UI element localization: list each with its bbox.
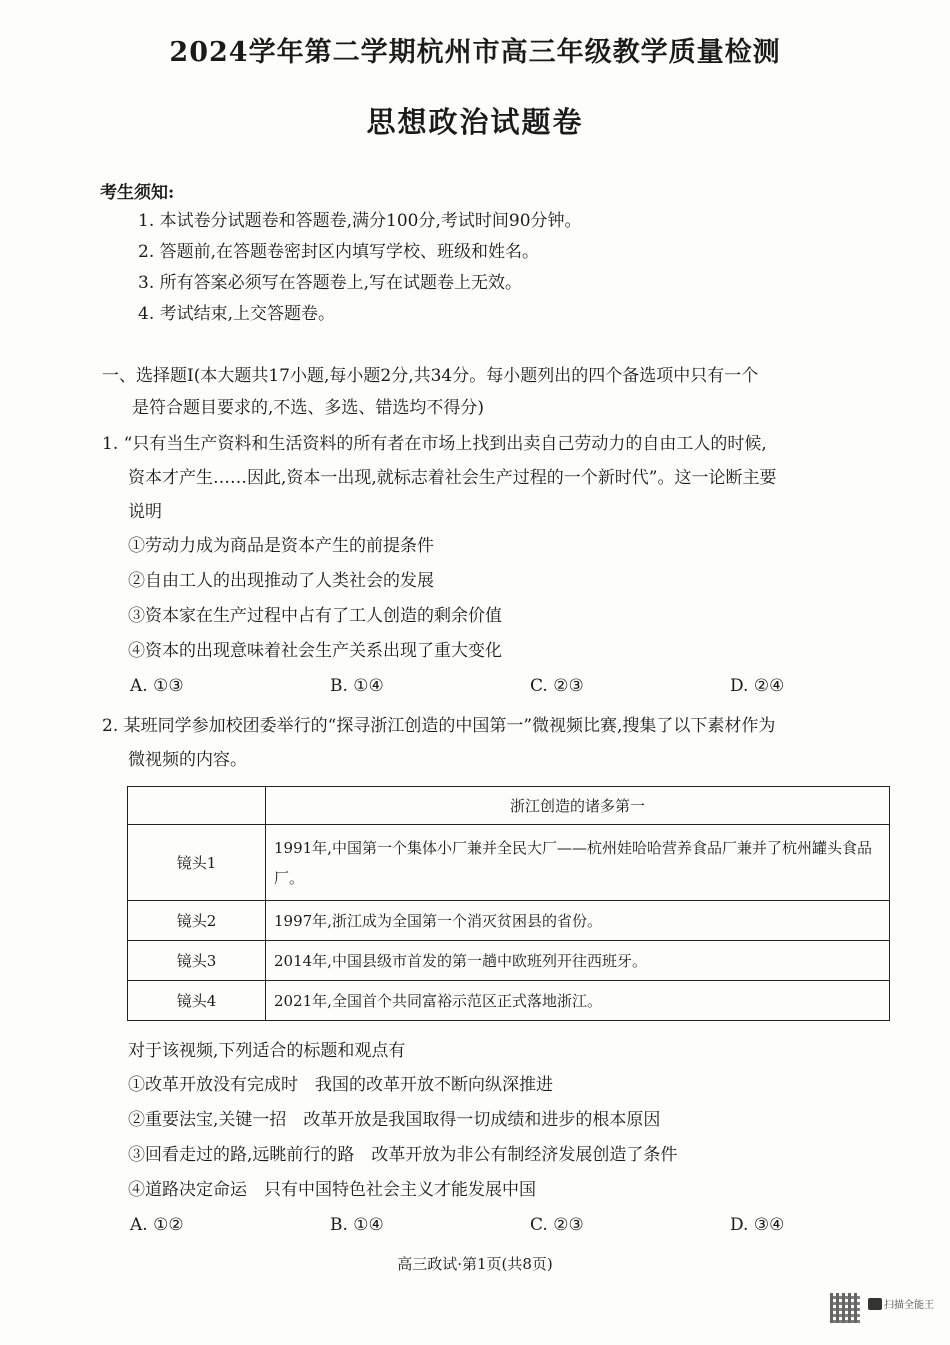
table-header: 浙江创造的诸多第一 [266,787,890,825]
notice-heading: 考生须知: [100,183,175,203]
notice-item: 3. 所有答案必须写在答题卷上,写在试题卷上无效。 [138,273,523,293]
choice-b: B. ①④ [330,676,384,696]
statement: ②重要法宝,关键一招 改革开放是我国取得一切成绩和进步的根本原因 [128,1110,661,1130]
page-footer: 高三政试·第1页(共8页) [397,1255,553,1273]
statement: ①改革开放没有完成时 我国的改革开放不断向纵深推进 [128,1075,553,1095]
scanner-watermark: 扫描全能王 [884,1300,934,1311]
shot-text: 1997年,浙江成为全国第一个消灭贫困县的省份。 [266,901,890,941]
question-2-prompt: 对于该视频,下列适合的标题和观点有 [128,1041,406,1061]
question-2 [102,709,902,777]
statement: ③资本家在生产过程中占有了工人创造的剩余价值 [128,606,502,626]
choice-c: C. ②③ [530,676,584,696]
choice-a: A. ①② [130,1215,184,1235]
shot-text: 2014年,中国县级市首发的第一趟中欧班列开往西班牙。 [266,941,890,981]
question-1-stem: 1. “只有当生产资料和生活资料的所有者在市场上找到出卖自己劳动力的自由工人的时候, [102,434,767,454]
question-2-continued [102,1034,902,1242]
shot-label: 镜头2 [128,901,266,941]
notice-item: 2. 答题前,在答题卷密封区内填写学校、班级和姓名。 [138,242,540,262]
notice-list [138,206,582,330]
notice-item: 4. 考试结束,上交答题卷。 [138,304,336,324]
shot-text: 1991年,中国第一个集体小厂兼并全民大厂——杭州娃哈哈营养食品厂兼并了杭州罐头食品厂。 [266,825,890,901]
question-2-stem: 2. 某班同学参加校团委举行的“探寻浙江创造的中国第一”微视频比赛,搜集了以下素材作为 [102,716,776,736]
scanner-logo-icon [868,1298,882,1310]
answer-choices [102,1208,902,1242]
table-header-blank [128,787,266,825]
section-heading-line: 是符合题目要求的,不选、多选、错选均不得分) [132,398,485,418]
table-row [128,825,890,901]
shot-label: 镜头4 [128,981,266,1021]
answer-choices [102,669,902,703]
question-1 [102,427,902,703]
question-1-stem: 资本才产生……因此,资本一出现,就标志着社会生产过程的一个新时代”。这一论断主要 [128,468,777,488]
table-row [128,941,890,981]
qr-code-icon [830,1293,860,1323]
statement: ②自由工人的出现推动了人类社会的发展 [128,571,434,591]
material-table [127,786,890,1021]
question-2-stem: 微视频的内容。 [128,750,247,770]
choice-d: D. ③④ [730,1215,785,1235]
table-row [128,901,890,941]
section-heading [102,360,902,424]
shot-label: 镜头1 [128,825,266,901]
shot-text: 2021年,全国首个共同富裕示范区正式落地浙江。 [266,981,890,1021]
statement: ③回看走过的路,远眺前行的路 改革开放为非公有制经济发展创造了条件 [128,1145,678,1165]
table-row [128,981,890,1021]
choice-c: C. ②③ [530,1215,584,1235]
exam-title: 2024学年第二学期杭州市高三年级教学质量检测 [169,37,781,68]
notice-item: 1. 本试卷分试题卷和答题卷,满分100分,考试时间90分钟。 [138,211,582,231]
section-heading-line: 一、选择题Ⅰ(本大题共17小题,每小题2分,共34分。每小题列出的四个备选项中只有一个 [102,366,759,386]
choice-b: B. ①④ [330,1215,384,1235]
statement: ①劳动力成为商品是资本产生的前提条件 [128,536,434,556]
statement: ④道路决定命运 只有中国特色社会主义才能发展中国 [128,1180,536,1200]
table-header-row [128,787,890,825]
choice-d: D. ②④ [730,676,785,696]
choice-a: A. ①③ [130,676,184,696]
statement: ④资本的出现意味着社会生产关系出现了重大变化 [128,641,502,661]
shot-label: 镜头3 [128,941,266,981]
paper-subtitle: 思想政治试题卷 [366,105,584,139]
question-1-stem: 说明 [128,502,162,522]
